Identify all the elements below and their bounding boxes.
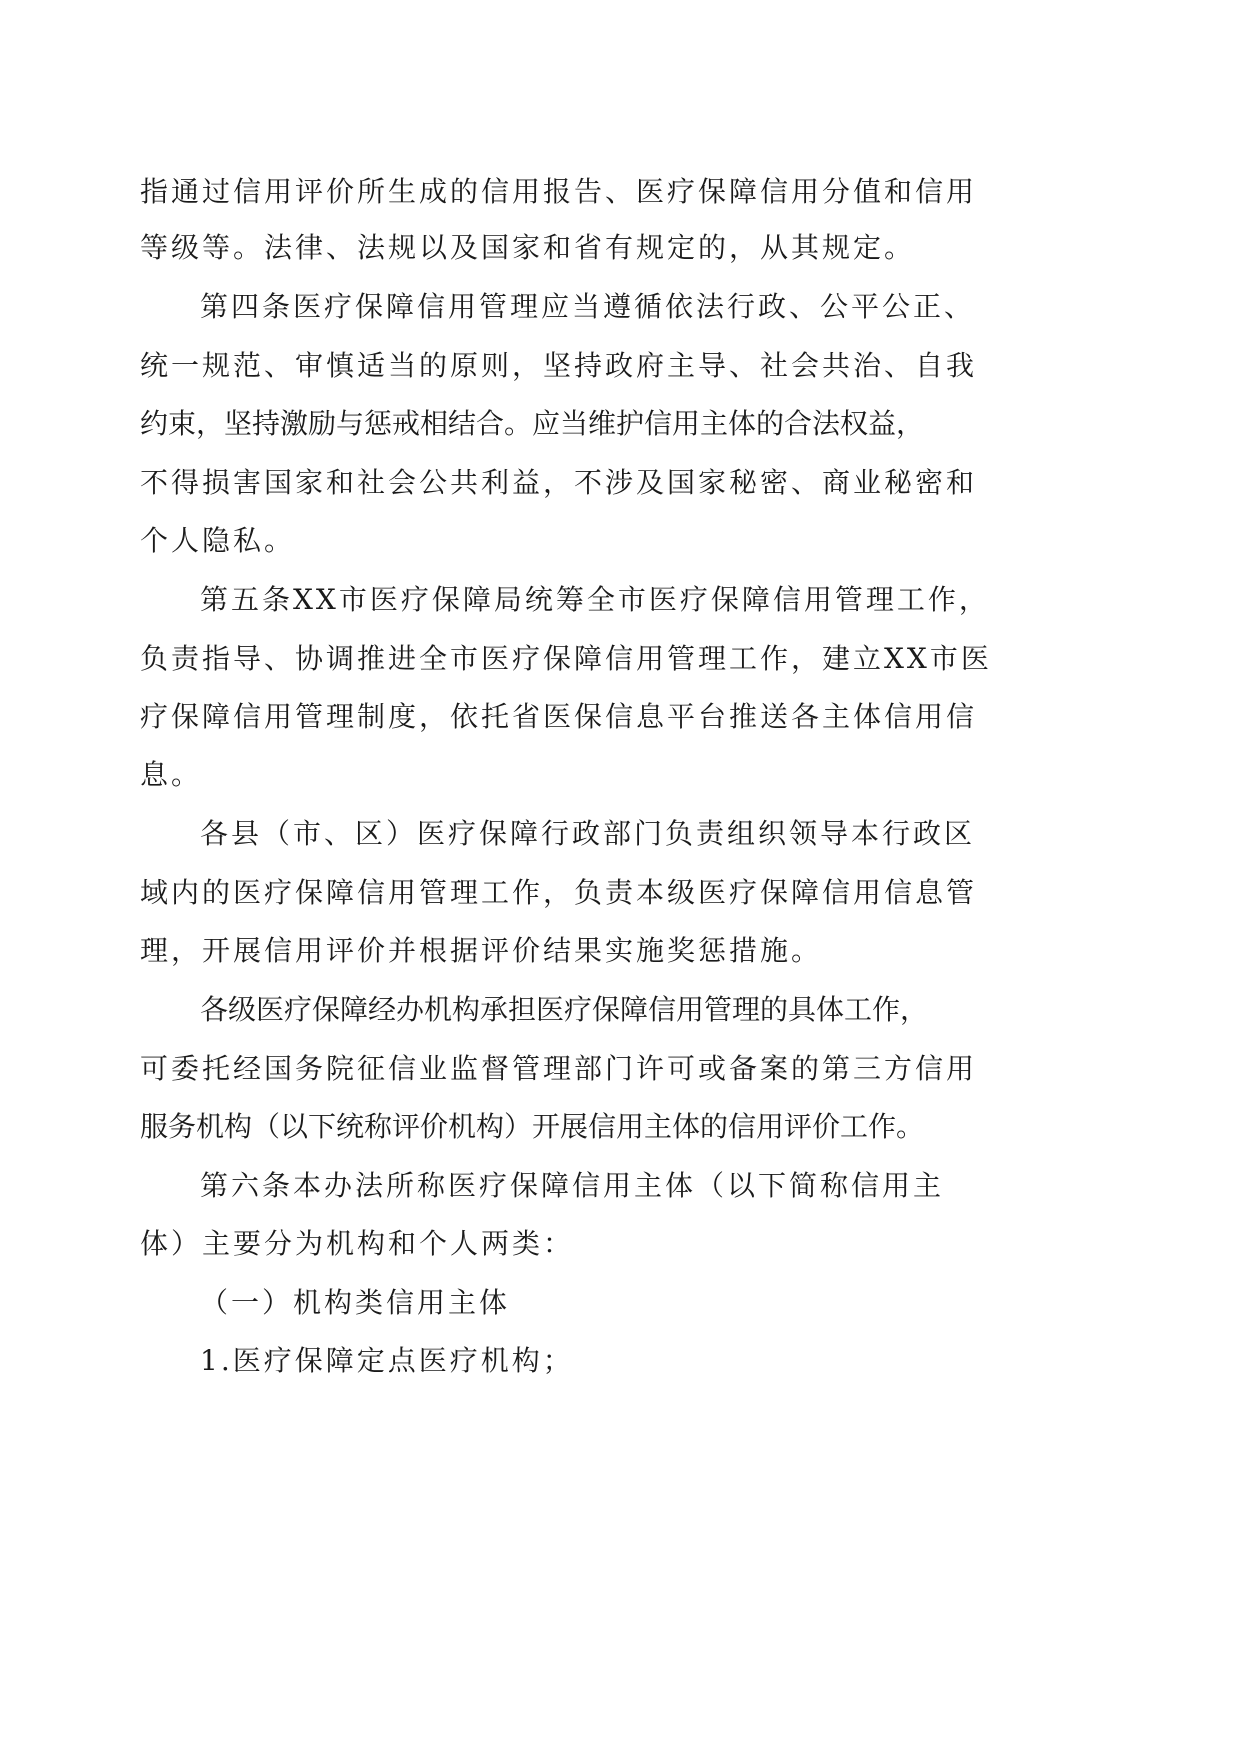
- text-line: 等级等。法律、法规以及国家和省有规定的，从其规定。: [140, 231, 916, 264]
- text-line: 1.医疗保障定点医疗机构；: [200, 1344, 574, 1377]
- text-line: （一）机构类信用主体: [200, 1286, 511, 1319]
- text-line: 不得损害国家和社会公共利益，不涉及国家秘密、商业秘密和: [140, 466, 978, 499]
- text-line: 各县（市、区）医疗保障行政部门负责组织领导本行政区: [200, 817, 976, 850]
- text-line: 负责指导、协调推进全市医疗保障信用管理工作，建立XX市医: [140, 642, 992, 675]
- text-line: 息。: [140, 758, 203, 791]
- text-line: 各级医疗保障经办机构承担医疗保障信用管理的具体工作，: [200, 993, 929, 1026]
- text-line: 个人隐私。: [140, 524, 296, 557]
- text-line: 第六条本办法所称医疗保障信用主体（以下简称信用主: [200, 1169, 945, 1202]
- text-line: 指通过信用评价所生成的信用报告、医疗保障信用分值和信用: [140, 175, 978, 208]
- text-line: 域内的医疗保障信用管理工作，负责本级医疗保障信用信息管: [140, 876, 978, 909]
- text-line: 统一规范、审慎适当的原则，坚持政府主导、社会共治、自我: [140, 349, 978, 382]
- text-line: 可委托经国务院征信业监督管理部门许可或备案的第三方信用: [140, 1052, 978, 1085]
- text-line: 疗保障信用管理制度，依托省医保信息平台推送各主体信用信: [140, 700, 978, 733]
- text-line: 第四条医疗保障信用管理应当遵循依法行政、公平公正、: [200, 290, 976, 323]
- text-line: 体）主要分为机构和个人两类：: [140, 1227, 575, 1260]
- text-line: 理，开展信用评价并根据评价结果实施奖惩措施。: [140, 934, 823, 967]
- text-line: 约束，坚持激励与惩戒相结合。应当维护信用主体的合法权益，: [140, 407, 925, 440]
- text-line: 服务机构（以下统称评价机构）开展信用主体的信用评价工作。: [140, 1110, 925, 1143]
- text-line: 第五条XX市医疗保障局统筹全市医疗保障信用管理工作，: [200, 583, 990, 616]
